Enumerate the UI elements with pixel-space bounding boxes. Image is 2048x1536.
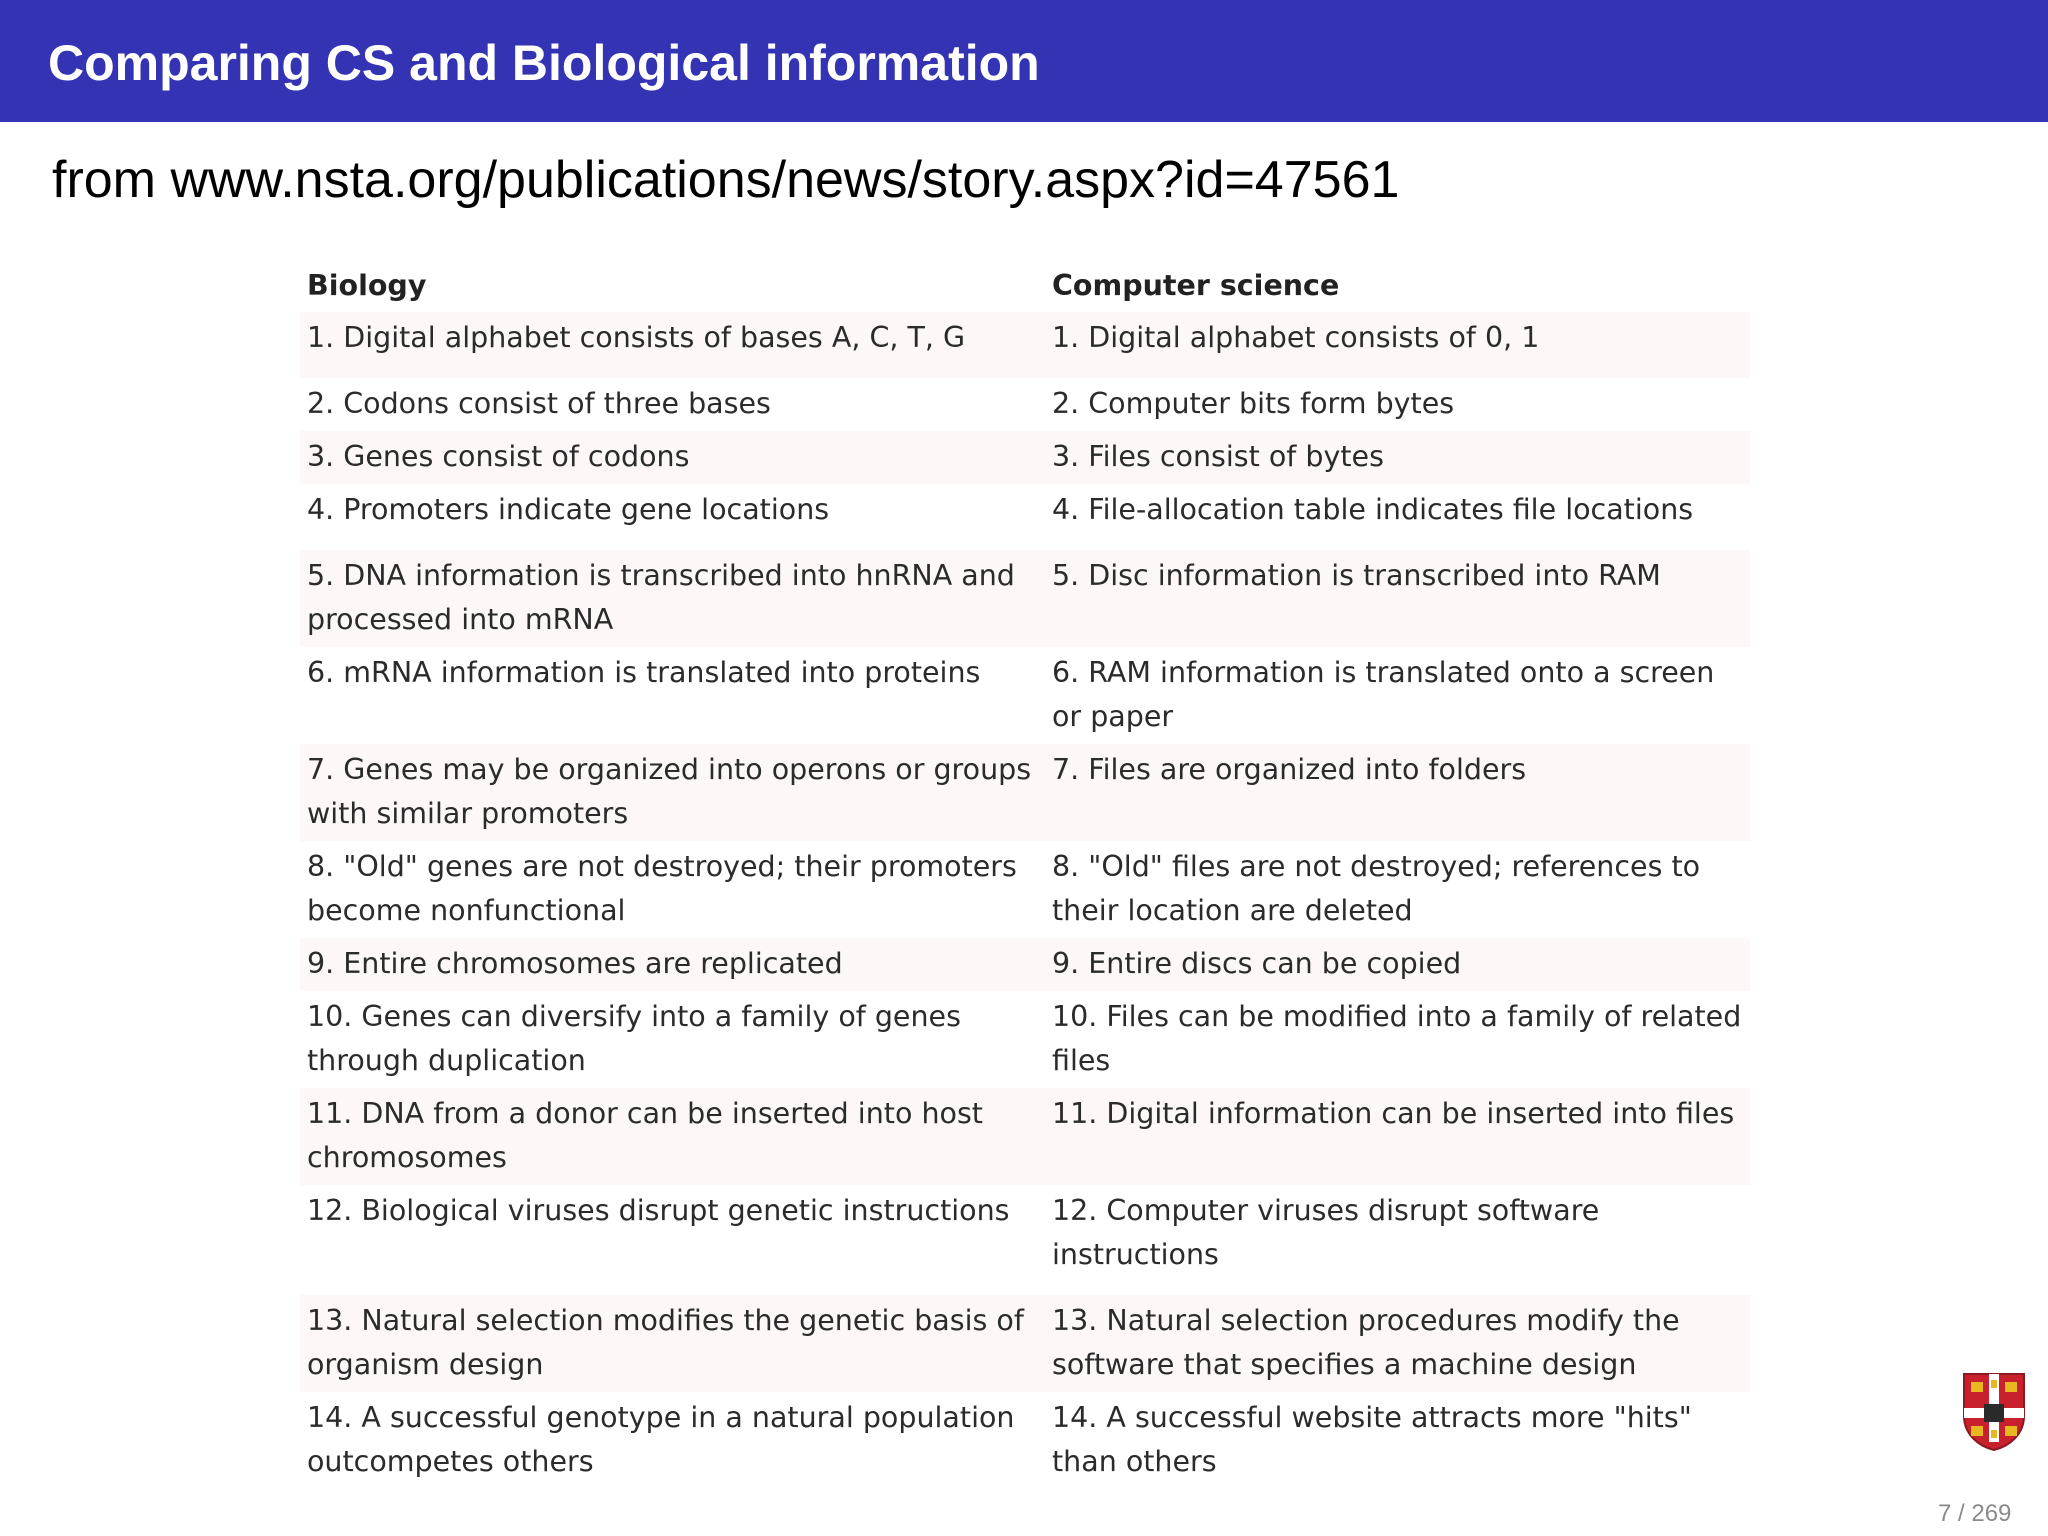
biology-cell: 10. Genes can diversify into a family of genes through duplication [307,1000,961,1077]
university-crest-icon [1962,1372,2026,1452]
table-row [300,1088,1750,1185]
biology-cell: 4. Promoters indicate gene locations [307,493,830,526]
cs-cell: 11. Digital information can be inserted into files [1052,1097,1735,1130]
comparison-table [300,258,1750,1489]
cs-cell: 2. Computer bits form bytes [1052,387,1455,420]
biology-cell: 11. DNA from a donor can be inserted into host chromosomes [307,1097,983,1174]
table-header-row [300,258,1750,312]
cs-cell: 10. Files can be modified into a family of related files [1052,1000,1742,1077]
cs-cell: 14. A successful website attracts more "hits" than others [1052,1401,1692,1478]
table-row [300,431,1750,484]
cs-cell: 9. Entire discs can be copied [1052,947,1462,980]
biology-cell: 1. Digital alphabet consists of bases A, C, T, G [307,321,966,354]
table-row [300,841,1750,938]
table-row [300,744,1750,841]
biology-cell: 3. Genes consist of codons [307,440,690,473]
table-row [300,378,1750,431]
biology-cell: 5. DNA information is transcribed into hnRNA and processed into mRNA [307,559,1015,636]
cs-cell: 7. Files are organized into folders [1052,753,1527,786]
header-biology: Biology [307,269,427,302]
cs-cell: 4. File-allocation table indicates file locations [1052,493,1694,526]
biology-cell: 2. Codons consist of three bases [307,387,771,420]
table-row [300,647,1750,744]
biology-cell: 6. mRNA information is translated into proteins [307,656,981,689]
biology-cell: 9. Entire chromosomes are replicated [307,947,843,980]
table-row [300,312,1750,378]
biology-cell: 12. Biological viruses disrupt genetic instructions [307,1194,1010,1227]
table-row [300,1185,1750,1295]
header-computer-science: Computer science [1052,269,1340,302]
table-row [300,484,1750,550]
table-row [300,938,1750,991]
cs-cell: 13. Natural selection procedures modify the software that specifies a machine design [1052,1304,1680,1381]
cs-cell: 5. Disc information is transcribed into RAM [1052,559,1661,592]
source-reference: from www.nsta.org/publications/news/story.aspx?id=47561 [52,151,1400,209]
cs-cell: 1. Digital alphabet consists of 0, 1 [1052,321,1540,354]
cs-cell: 6. RAM information is translated onto a screen or paper [1052,656,1715,733]
cs-cell: 8. "Old" files are not destroyed; references to their location are deleted [1052,850,1701,927]
table-row [300,1295,1750,1392]
table-row [300,550,1750,647]
table-row [300,1392,1750,1489]
biology-cell: 7. Genes may be organized into operons or groups with similar promoters [307,753,1032,830]
table-row [300,991,1750,1088]
biology-cell: 13. Natural selection modifies the genetic basis of organism design [307,1304,1024,1381]
slide-title: Comparing CS and Biological information [48,35,1040,91]
biology-cell: 8. "Old" genes are not destroyed; their promoters become nonfunctional [307,850,1017,927]
cs-cell: 3. Files consist of bytes [1052,440,1384,473]
page-number: 7 / 269 [1938,1500,2012,1527]
cs-cell: 12. Computer viruses disrupt software instructions [1052,1194,1600,1271]
title-bar [0,0,2048,122]
biology-cell: 14. A successful genotype in a natural population outcompetes others [307,1401,1015,1478]
